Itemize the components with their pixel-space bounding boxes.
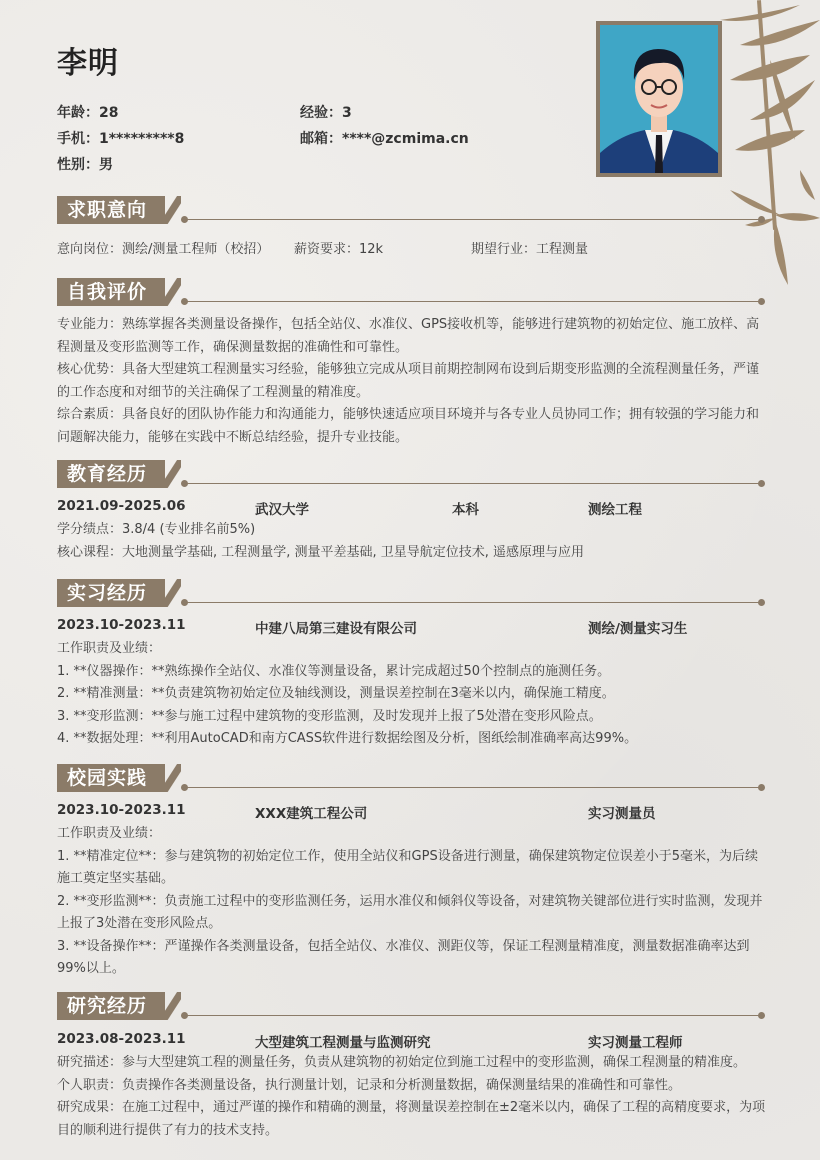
line: 2. **精准测量：**负责建筑物初始定位及轴线测设，测量误差控制在3毫米以内，确保施工精度。	[57, 686, 615, 701]
dot-decoration	[758, 784, 765, 791]
intent-salary: 薪资要求：12k	[294, 242, 384, 257]
paragraph: 综合素质：具备良好的团队协作能力和沟通能力，能够快速适应项目环境并与各专业人员协同工作；拥有较强的学习能力和问题解决能力，能够在实践中不断总结经验，提升专业技能。	[57, 407, 760, 445]
dot-decoration	[758, 599, 765, 606]
research-body	[57, 1052, 769, 1142]
line: 1. **仪器操作：**熟练操作全站仪、水准仪等测量设备，累计完成超过50个控制点的施测任务。	[57, 663, 611, 679]
gender: 性别：男	[57, 157, 113, 173]
experience: 经验：3	[300, 105, 352, 121]
slash-decoration	[163, 764, 181, 792]
slash-decoration	[163, 460, 181, 488]
dot-decoration	[758, 216, 765, 223]
dot-decoration	[758, 1012, 765, 1019]
divider	[185, 219, 761, 220]
age: 年龄：28	[57, 105, 119, 121]
intent-position: 意向岗位：测绘/测量工程师（校招）	[57, 242, 270, 257]
divider	[185, 1015, 761, 1016]
line: 3. **变形监测：**参与施工过程中建筑物的变形监测，及时发现并上报了5处潜在变形风险点。	[57, 708, 602, 724]
line: 3. **设备操作**：严谨操作各类测量设备，包括全站仪、水准仪、测距仪等，保证工程测量精准度，测量数据准确率达到99%以上。	[57, 938, 750, 976]
line: 1. **精准定位**：参与建筑物的初始定位工作，使用全站仪和GPS设备进行测量，确保建筑物定位误差小于5毫米，为后续施工奠定坚实基础。	[57, 848, 758, 886]
campus-body	[57, 823, 769, 981]
avatar	[596, 21, 722, 177]
campus-company: XXX建筑工程公司	[255, 806, 368, 822]
education-major: 测绘工程	[588, 502, 642, 518]
section-header-intent	[57, 196, 765, 224]
divider	[185, 483, 761, 484]
line: 个人职责：负责操作各类测量设备，执行测量计划，记录和分析测量数据，确保测量结果的准确性和可靠性。	[57, 1077, 682, 1093]
section-title: 求职意向	[57, 196, 165, 224]
line: 工作职责及业绩：	[57, 641, 162, 656]
internship-role: 测绘/测量实习生	[588, 621, 688, 637]
email: 邮箱：****@zcmima.cn	[300, 131, 469, 147]
slash-decoration	[163, 992, 181, 1020]
line: 学分绩点：3.8/4 (专业排名前5%)	[57, 522, 256, 537]
intent-row	[57, 238, 769, 260]
education-body	[57, 519, 769, 564]
line: 研究成果：在施工过程中，通过严谨的操作和精确的测量，将测量误差控制在±2毫米以内，确保了工程的高精度要求，为项目的顺利进行提供了有力的技术支持。	[57, 1100, 766, 1138]
section-title: 校园实践	[57, 764, 165, 792]
section-title: 自我评价	[57, 278, 165, 306]
campus-role: 实习测量员	[588, 806, 656, 822]
section-header-internship	[57, 579, 765, 607]
phone: 手机：1*********8	[57, 131, 185, 147]
dot-decoration	[758, 480, 765, 487]
dot-decoration	[758, 298, 765, 305]
section-header-campus	[57, 764, 765, 792]
paragraph: 核心优势：具备大型建筑工程测量实习经验，能够独立完成从项目前期控制网布设到后期变形监测的全流程测量任务，严谨的工作态度和对细节的关注确保了工程测量的精准度。	[57, 362, 760, 400]
self-eval-body	[57, 314, 769, 449]
candidate-name: 李明	[57, 46, 119, 81]
campus-date: 2023.10-2023.11	[57, 802, 186, 818]
education-school: 武汉大学	[255, 502, 309, 518]
education-date: 2021.09-2025.06	[57, 498, 186, 514]
campus-row	[57, 802, 769, 824]
line: 研究描述：参与大型建筑工程的测量任务，负责从建筑物的初始定位到施工过程中的变形监测，确保工程测量的精准度。	[57, 1055, 747, 1070]
internship-row	[57, 617, 769, 639]
section-title: 实习经历	[57, 579, 165, 607]
line: 工作职责及业绩：	[57, 826, 162, 841]
research-row	[57, 1031, 769, 1053]
section-title: 研究经历	[57, 992, 165, 1020]
line: 4. **数据处理：**利用AutoCAD和南方CASS软件进行数据绘图及分析，图纸绘制准确率高达99%。	[57, 731, 638, 746]
internship-date: 2023.10-2023.11	[57, 617, 186, 633]
line: 2. **变形监测**：负责施工过程中的变形监测任务，运用水准仪和倾斜仪等设备，对建筑物关键部位进行实时监测，发现并上报了3处潜在变形风险点。	[57, 893, 763, 931]
divider	[185, 301, 761, 302]
internship-body	[57, 638, 769, 751]
research-project: 大型建筑工程测量与监测研究	[255, 1035, 431, 1051]
slash-decoration	[163, 196, 181, 224]
divider	[185, 602, 761, 603]
line: 核心课程：大地测量学基础, 工程测量学, 测量平差基础, 卫星导航定位技术, 遥感原理与应用	[57, 544, 585, 560]
slash-decoration	[163, 278, 181, 306]
research-date: 2023.08-2023.11	[57, 1031, 186, 1047]
divider	[185, 787, 761, 788]
section-title: 教育经历	[57, 460, 165, 488]
section-header-research	[57, 992, 765, 1020]
internship-company: 中建八局第三建设有限公司	[255, 621, 417, 637]
section-header-education	[57, 460, 765, 488]
slash-decoration	[163, 579, 181, 607]
section-header-self-eval	[57, 278, 765, 306]
education-row	[57, 498, 769, 520]
portrait-icon	[600, 25, 718, 173]
paragraph: 专业能力：熟练掌握各类测量设备操作，包括全站仪、水准仪、GPS接收机等，能够进行建筑物的初始定位、施工放样、高程测量及变形监测等工作，确保测量数据的准确性和可靠性。	[57, 317, 760, 355]
intent-industry: 期望行业：工程测量	[471, 242, 589, 257]
research-role: 实习测量工程师	[588, 1035, 683, 1051]
education-degree: 本科	[452, 502, 479, 518]
